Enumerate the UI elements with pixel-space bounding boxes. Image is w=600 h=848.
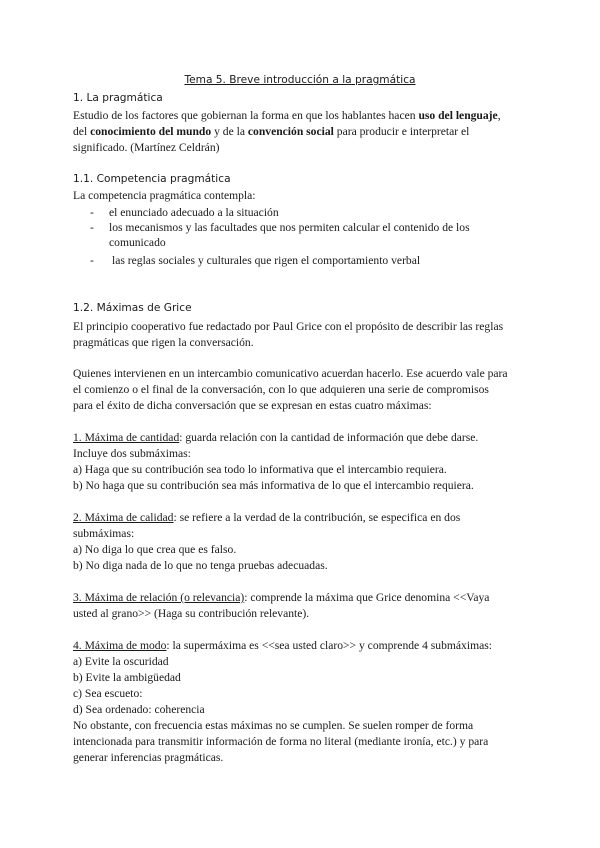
bullet-dash: - (90, 206, 94, 219)
maxim-3-line-2: usted al grano>> (Haga su contribución relevante). (73, 607, 310, 620)
maxim-4-sub-d: d) Sea ordenado: coherencia (73, 703, 205, 716)
maxim-1-sub-a: a) Haga que su contribución sea todo lo informativa que el intercambio requiera. (73, 463, 447, 476)
section-1-line-3: significado. (Martínez Celdrán) (73, 141, 220, 154)
section-1-1-heading: 1.1. Competencia pragmática (73, 173, 231, 185)
closing-line: intencionada para transmitir información de forma no literal (mediante ironía, etc.) y para (73, 735, 489, 748)
maxim-3-line: 3. Máxima de relación (o relevancia): comprende la máxima que Grice denomina <<Vaya (73, 591, 490, 604)
paragraph-line: el comienzo o el final de la conversación, con lo que adquieren una serie de compromisos (73, 383, 489, 396)
maxim-1-line: 1. Máxima de cantidad: guarda relación con la cantidad de información que debe darse. (73, 431, 479, 444)
section-1-line-2: del conocimiento del mundo y de la convención social para producir e interpretar el (73, 125, 470, 138)
maxim-1-name: 1. Máxima de cantidad (73, 431, 180, 444)
section-1-heading: 1. La pragmática (73, 92, 163, 104)
bullet-item-continuation: comunicado (109, 236, 166, 249)
maxim-4-name: 4. Máxima de modo (73, 639, 167, 652)
section-1-2-heading: 1.2. Máximas de Grice (73, 302, 192, 314)
paragraph-line: El principio cooperativo fue redactado por Paul Grice con el propósito de describir las reglas (73, 320, 504, 333)
page-title: Tema 5. Breve introducción a la pragmática (184, 74, 416, 86)
maxim-4-sub-b: b) Evite la ambigüedad (73, 671, 181, 684)
maxim-1-line-2: Incluye dos submáximas: (73, 447, 191, 460)
section-1-1-intro: La competencia pragmática contempla: (73, 189, 256, 202)
bullet-dash: - (90, 254, 94, 267)
closing-line: generar inferencias pragmáticas. (73, 751, 224, 764)
maxim-2-sub-a: a) No diga lo que crea que es falso. (73, 543, 237, 556)
maxim-3-name: 3. Máxima de relación (o relevancia) (73, 591, 245, 604)
section-1-line-1: Estudio de los factores que gobiernan la forma en que los hablantes hacen uso del lenguaje, (73, 109, 501, 122)
maxim-2-sub-b: b) No diga nada de lo que no tenga pruebas adecuadas. (73, 559, 328, 572)
maxim-4-sub-a: a) Evite la oscuridad (73, 655, 169, 668)
bullet-item: los mecanismos y las facultades que nos permiten calcular el contenido de los (109, 221, 470, 234)
bullet-item: las reglas sociales y culturales que rigen el comportamiento verbal (112, 254, 421, 267)
paragraph-line: pragmáticas que rigen la conversación. (73, 336, 254, 349)
closing-line: No obstante, con frecuencia estas máximas no se cumplen. Se suelen romper de forma (73, 719, 474, 732)
maxim-1-sub-b: b) No haga que su contribución sea más informativa de lo que el intercambio requiera. (73, 479, 474, 492)
maxim-2-line-2: submáximas: (73, 527, 135, 540)
bullet-dash: - (90, 221, 94, 234)
maxim-2-name: 2. Máxima de calidad (73, 511, 174, 524)
maxim-4-sub-c: c) Sea escueto: (73, 687, 143, 700)
paragraph-line: para el éxito de dicha conversación que se expresan en estas cuatro máximas: (73, 399, 432, 412)
bullet-item: el enunciado adecuado a la situación (109, 206, 279, 219)
maxim-2-line: 2. Máxima de calidad: se refiere a la verdad de la contribución, se especifica en dos (73, 511, 461, 524)
maxim-4-line: 4. Máxima de modo: la supermáxima es <<sea usted claro>> y comprende 4 submáximas: (73, 639, 492, 652)
paragraph-line: Quienes intervienen en un intercambio comunicativo acuerdan hacerlo. Ese acuerdo vale para (73, 367, 508, 380)
